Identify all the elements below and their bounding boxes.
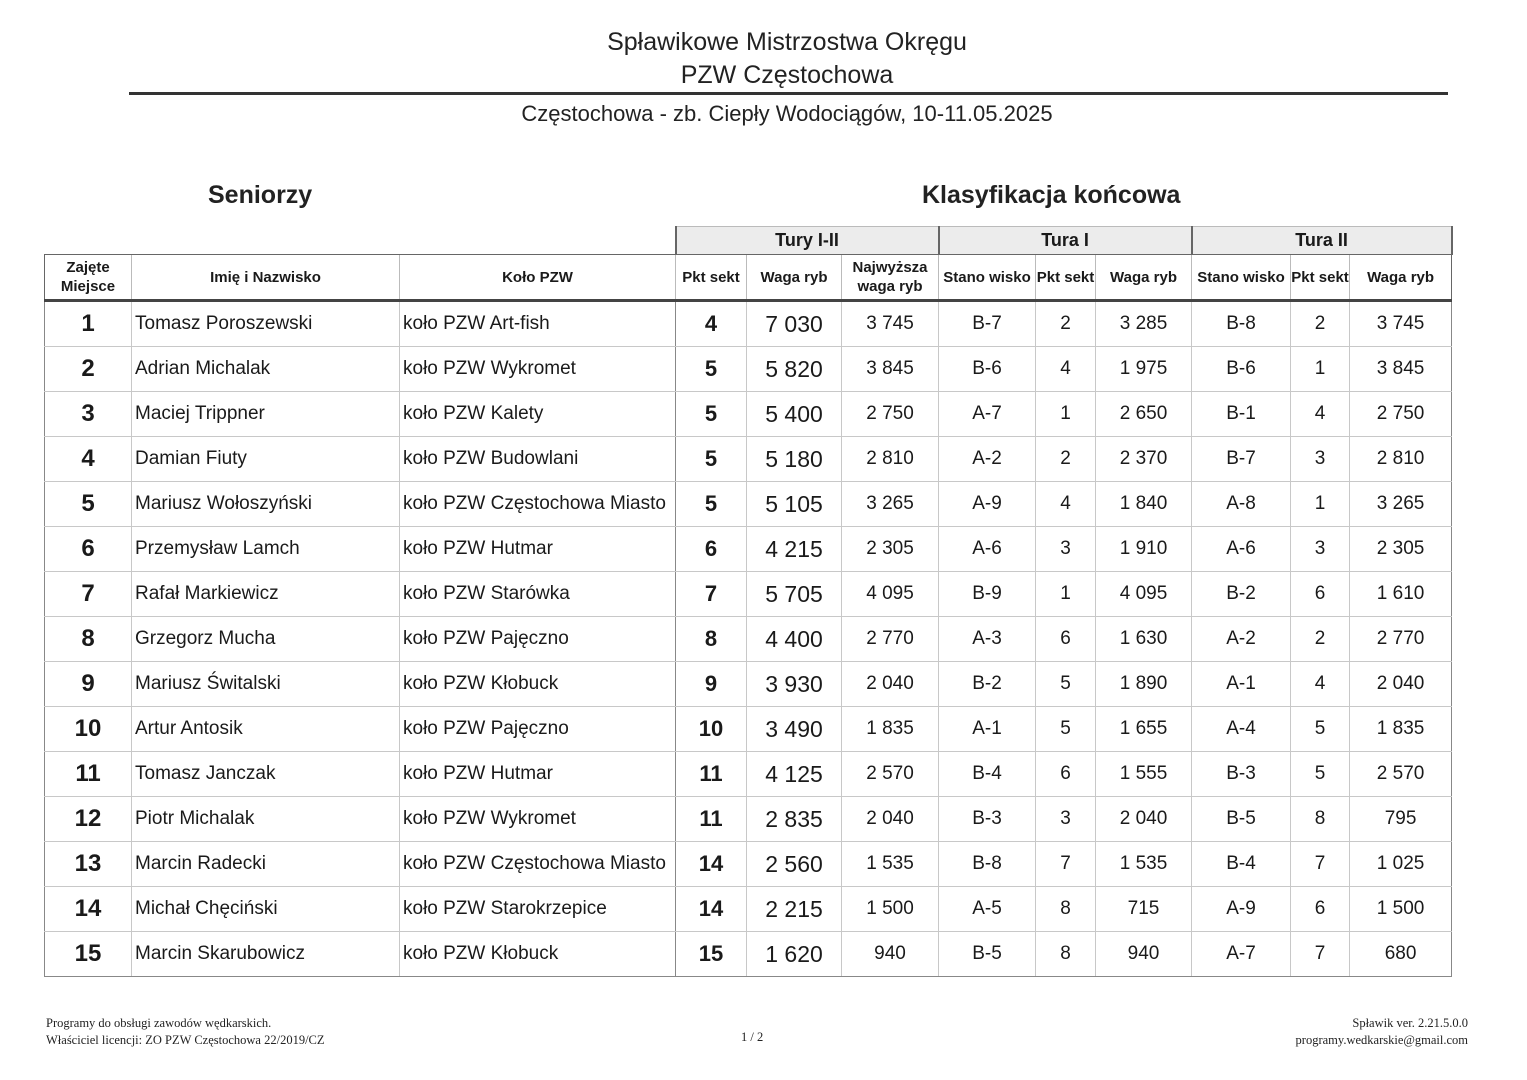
row-points-2: 8 xyxy=(1291,797,1350,842)
row-stand-2: B-5 xyxy=(1192,797,1291,842)
table-row xyxy=(45,301,1452,347)
row-max-weight: 1 835 xyxy=(842,707,939,752)
row-place: 1 xyxy=(45,301,132,347)
row-points-2: 2 xyxy=(1291,617,1350,662)
row-stand-2: A-8 xyxy=(1192,482,1291,527)
row-weight-1: 1 840 xyxy=(1096,482,1192,527)
row-name: Tomasz Poroszewski xyxy=(132,301,400,347)
group-header-row xyxy=(45,227,1452,255)
row-stand-2: A-2 xyxy=(1192,617,1291,662)
row-max-weight: 4 095 xyxy=(842,572,939,617)
row-points-2: 4 xyxy=(1291,662,1350,707)
row-weight-2: 3 745 xyxy=(1350,301,1452,347)
row-points-2: 6 xyxy=(1291,887,1350,932)
row-weight-total: 4 215 xyxy=(747,527,842,572)
row-points-total: 14 xyxy=(676,842,747,887)
row-points-1: 1 xyxy=(1036,572,1096,617)
row-max-weight: 2 040 xyxy=(842,662,939,707)
footer-version: Spławik ver. 2.21.5.0.0 xyxy=(1352,1016,1468,1030)
row-points-1: 3 xyxy=(1036,797,1096,842)
col-weight-2: Waga ryb xyxy=(1350,255,1452,301)
row-points-1: 2 xyxy=(1036,437,1096,482)
row-points-2: 3 xyxy=(1291,437,1350,482)
col-weight-1: Waga ryb xyxy=(1096,255,1192,301)
row-club: koło PZW Pajęczno xyxy=(400,707,676,752)
row-name: Michał Chęciński xyxy=(132,887,400,932)
row-stand-2: A-9 xyxy=(1192,887,1291,932)
row-points-2: 7 xyxy=(1291,842,1350,887)
row-max-weight: 2 570 xyxy=(842,752,939,797)
row-weight-2: 2 810 xyxy=(1350,437,1452,482)
row-points-total: 5 xyxy=(676,347,747,392)
table-row xyxy=(45,437,1452,482)
row-club: koło PZW Częstochowa Miasto xyxy=(400,482,676,527)
row-max-weight: 1 535 xyxy=(842,842,939,887)
row-points-total: 5 xyxy=(676,392,747,437)
category-heading: Seniorzy xyxy=(208,181,313,209)
col-weight-total: Waga ryb xyxy=(747,255,842,301)
col-stand-2: Stano wisko xyxy=(1192,255,1291,301)
row-points-2: 4 xyxy=(1291,392,1350,437)
row-stand-1: A-1 xyxy=(939,707,1036,752)
row-weight-total: 5 705 xyxy=(747,572,842,617)
row-points-2: 7 xyxy=(1291,932,1350,977)
row-weight-total: 5 400 xyxy=(747,392,842,437)
row-name: Mariusz Świtalski xyxy=(132,662,400,707)
row-weight-1: 940 xyxy=(1096,932,1192,977)
row-points-1: 6 xyxy=(1036,617,1096,662)
row-weight-total: 5 105 xyxy=(747,482,842,527)
row-max-weight: 2 305 xyxy=(842,527,939,572)
row-stand-1: A-2 xyxy=(939,437,1036,482)
row-max-weight: 2 040 xyxy=(842,797,939,842)
row-stand-1: A-9 xyxy=(939,482,1036,527)
row-place: 5 xyxy=(45,482,132,527)
row-weight-total: 3 490 xyxy=(747,707,842,752)
row-points-total: 6 xyxy=(676,527,747,572)
page-number: 1 / 2 xyxy=(741,1030,764,1044)
row-weight-1: 3 285 xyxy=(1096,301,1192,347)
row-points-total: 4 xyxy=(676,301,747,347)
row-place: 14 xyxy=(45,887,132,932)
row-stand-2: B-8 xyxy=(1192,301,1291,347)
row-name: Piotr Michalak xyxy=(132,797,400,842)
results-body xyxy=(45,301,1452,977)
row-stand-1: A-7 xyxy=(939,392,1036,437)
col-points-total: Pkt sekt xyxy=(676,255,747,301)
row-points-1: 5 xyxy=(1036,662,1096,707)
row-name: Damian Fiuty xyxy=(132,437,400,482)
row-weight-1: 2 650 xyxy=(1096,392,1192,437)
row-name: Tomasz Janczak xyxy=(132,752,400,797)
row-max-weight: 2 750 xyxy=(842,392,939,437)
title-divider xyxy=(129,92,1448,95)
row-name: Marcin Radecki xyxy=(132,842,400,887)
row-points-2: 5 xyxy=(1291,707,1350,752)
row-place: 13 xyxy=(45,842,132,887)
table-row xyxy=(45,752,1452,797)
row-weight-total: 5 180 xyxy=(747,437,842,482)
row-club: koło PZW Art-fish xyxy=(400,301,676,347)
row-points-total: 10 xyxy=(676,707,747,752)
row-points-total: 14 xyxy=(676,887,747,932)
column-header-row xyxy=(45,255,1452,301)
row-stand-1: B-9 xyxy=(939,572,1036,617)
row-place: 2 xyxy=(45,347,132,392)
row-club: koło PZW Wykromet xyxy=(400,347,676,392)
results-table xyxy=(44,226,1453,977)
row-points-1: 2 xyxy=(1036,301,1096,347)
row-weight-2: 3 265 xyxy=(1350,482,1452,527)
row-stand-1: B-6 xyxy=(939,347,1036,392)
row-points-2: 6 xyxy=(1291,572,1350,617)
row-place: 15 xyxy=(45,932,132,977)
row-name: Marcin Skarubowicz xyxy=(132,932,400,977)
row-points-total: 8 xyxy=(676,617,747,662)
row-stand-1: A-3 xyxy=(939,617,1036,662)
row-place: 8 xyxy=(45,617,132,662)
row-club: koło PZW Hutmar xyxy=(400,752,676,797)
row-max-weight: 2 810 xyxy=(842,437,939,482)
row-stand-1: A-5 xyxy=(939,887,1036,932)
row-stand-2: B-4 xyxy=(1192,842,1291,887)
row-club: koło PZW Starówka xyxy=(400,572,676,617)
row-stand-2: A-7 xyxy=(1192,932,1291,977)
row-points-total: 11 xyxy=(676,797,747,842)
row-club: koło PZW Hutmar xyxy=(400,527,676,572)
row-club: koło PZW Kłobuck xyxy=(400,662,676,707)
row-stand-1: B-4 xyxy=(939,752,1036,797)
row-place: 3 xyxy=(45,392,132,437)
row-stand-2: B-7 xyxy=(1192,437,1291,482)
col-stand-1: Stano wisko xyxy=(939,255,1036,301)
row-weight-1: 2 370 xyxy=(1096,437,1192,482)
table-row xyxy=(45,572,1452,617)
row-place: 11 xyxy=(45,752,132,797)
classification-heading: Klasyfikacja końcowa xyxy=(922,181,1181,209)
row-name: Adrian Michalak xyxy=(132,347,400,392)
row-max-weight: 940 xyxy=(842,932,939,977)
col-points-2: Pkt sekt xyxy=(1291,255,1350,301)
table-row xyxy=(45,662,1452,707)
group-tura-1: Tura I xyxy=(939,227,1192,255)
row-weight-1: 1 910 xyxy=(1096,527,1192,572)
table-row xyxy=(45,887,1452,932)
row-name: Maciej Trippner xyxy=(132,392,400,437)
row-points-1: 4 xyxy=(1036,482,1096,527)
row-weight-2: 680 xyxy=(1350,932,1452,977)
row-max-weight: 3 845 xyxy=(842,347,939,392)
table-row xyxy=(45,527,1452,572)
table-row xyxy=(45,842,1452,887)
row-points-total: 15 xyxy=(676,932,747,977)
row-points-1: 6 xyxy=(1036,752,1096,797)
group-tura-2: Tura II xyxy=(1192,227,1452,255)
row-weight-2: 1 025 xyxy=(1350,842,1452,887)
row-weight-total: 5 820 xyxy=(747,347,842,392)
row-points-1: 5 xyxy=(1036,707,1096,752)
row-points-1: 1 xyxy=(1036,392,1096,437)
row-stand-1: B-7 xyxy=(939,301,1036,347)
row-points-total: 5 xyxy=(676,437,747,482)
col-name: Imię i Nazwisko xyxy=(132,255,400,301)
row-weight-1: 1 630 xyxy=(1096,617,1192,662)
row-name: Mariusz Wołoszyński xyxy=(132,482,400,527)
row-stand-2: A-4 xyxy=(1192,707,1291,752)
row-points-total: 9 xyxy=(676,662,747,707)
row-stand-2: B-6 xyxy=(1192,347,1291,392)
row-points-total: 7 xyxy=(676,572,747,617)
table-row xyxy=(45,482,1452,527)
row-points-2: 5 xyxy=(1291,752,1350,797)
row-stand-2: B-3 xyxy=(1192,752,1291,797)
row-weight-2: 795 xyxy=(1350,797,1452,842)
row-club: koło PZW Starokrzepice xyxy=(400,887,676,932)
table-row xyxy=(45,797,1452,842)
row-points-1: 3 xyxy=(1036,527,1096,572)
row-stand-1: A-6 xyxy=(939,527,1036,572)
row-points-total: 11 xyxy=(676,752,747,797)
row-weight-2: 2 570 xyxy=(1350,752,1452,797)
row-max-weight: 1 500 xyxy=(842,887,939,932)
table-row xyxy=(45,347,1452,392)
row-stand-2: B-1 xyxy=(1192,392,1291,437)
row-club: koło PZW Kłobuck xyxy=(400,932,676,977)
col-club: Koło PZW xyxy=(400,255,676,301)
row-stand-1: B-2 xyxy=(939,662,1036,707)
row-club: koło PZW Kalety xyxy=(400,392,676,437)
row-max-weight: 3 745 xyxy=(842,301,939,347)
document-title: Spławikowe Mistrzostwa Okręgu xyxy=(607,28,967,56)
col-points-1: Pkt sekt xyxy=(1036,255,1096,301)
row-place: 6 xyxy=(45,527,132,572)
row-weight-2: 1 835 xyxy=(1350,707,1452,752)
row-club: koło PZW Częstochowa Miasto xyxy=(400,842,676,887)
footer-email: programy.wedkarskie@gmail.com xyxy=(1295,1033,1468,1047)
row-weight-1: 1 655 xyxy=(1096,707,1192,752)
row-points-2: 3 xyxy=(1291,527,1350,572)
row-max-weight: 2 770 xyxy=(842,617,939,662)
row-weight-2: 2 040 xyxy=(1350,662,1452,707)
row-weight-1: 4 095 xyxy=(1096,572,1192,617)
row-weight-1: 2 040 xyxy=(1096,797,1192,842)
row-stand-2: A-6 xyxy=(1192,527,1291,572)
row-name: Artur Antosik xyxy=(132,707,400,752)
row-stand-2: A-1 xyxy=(1192,662,1291,707)
row-max-weight: 3 265 xyxy=(842,482,939,527)
row-weight-2: 2 750 xyxy=(1350,392,1452,437)
row-weight-1: 1 555 xyxy=(1096,752,1192,797)
row-club: koło PZW Pajęczno xyxy=(400,617,676,662)
footer-license: Właściciel licencji: ZO PZW Częstochowa 22/2019/CZ xyxy=(46,1033,325,1047)
row-weight-2: 3 845 xyxy=(1350,347,1452,392)
row-name: Grzegorz Mucha xyxy=(132,617,400,662)
row-name: Przemysław Lamch xyxy=(132,527,400,572)
row-stand-1: B-3 xyxy=(939,797,1036,842)
row-points-1: 7 xyxy=(1036,842,1096,887)
row-weight-total: 4 400 xyxy=(747,617,842,662)
row-weight-total: 4 125 xyxy=(747,752,842,797)
table-row xyxy=(45,932,1452,977)
group-tury: Tury I-II xyxy=(676,227,939,255)
row-weight-total: 2 835 xyxy=(747,797,842,842)
row-name: Rafał Markiewicz xyxy=(132,572,400,617)
row-weight-1: 1 890 xyxy=(1096,662,1192,707)
row-weight-1: 1 535 xyxy=(1096,842,1192,887)
row-stand-1: B-5 xyxy=(939,932,1036,977)
table-row xyxy=(45,617,1452,662)
row-weight-1: 715 xyxy=(1096,887,1192,932)
row-points-1: 8 xyxy=(1036,887,1096,932)
row-points-2: 2 xyxy=(1291,301,1350,347)
row-points-total: 5 xyxy=(676,482,747,527)
row-place: 12 xyxy=(45,797,132,842)
row-weight-2: 1 610 xyxy=(1350,572,1452,617)
row-stand-1: B-8 xyxy=(939,842,1036,887)
table-row xyxy=(45,707,1452,752)
document-title-organization: PZW Częstochowa xyxy=(680,61,894,89)
row-weight-total: 2 215 xyxy=(747,887,842,932)
row-weight-total: 3 930 xyxy=(747,662,842,707)
row-club: koło PZW Wykromet xyxy=(400,797,676,842)
row-place: 10 xyxy=(45,707,132,752)
row-place: 7 xyxy=(45,572,132,617)
row-weight-total: 1 620 xyxy=(747,932,842,977)
table-row xyxy=(45,392,1452,437)
row-weight-1: 1 975 xyxy=(1096,347,1192,392)
row-points-1: 4 xyxy=(1036,347,1096,392)
col-max-weight: Najwyższa waga ryb xyxy=(842,255,939,301)
row-weight-2: 2 305 xyxy=(1350,527,1452,572)
row-weight-2: 1 500 xyxy=(1350,887,1452,932)
row-place: 9 xyxy=(45,662,132,707)
row-club: koło PZW Budowlani xyxy=(400,437,676,482)
row-points-2: 1 xyxy=(1291,482,1350,527)
row-weight-total: 2 560 xyxy=(747,842,842,887)
footer-software-note: Programy do obsługi zawodów wędkarskich. xyxy=(46,1016,272,1030)
row-points-2: 1 xyxy=(1291,347,1350,392)
row-points-1: 8 xyxy=(1036,932,1096,977)
row-place: 4 xyxy=(45,437,132,482)
row-weight-2: 2 770 xyxy=(1350,617,1452,662)
row-stand-2: B-2 xyxy=(1192,572,1291,617)
event-location-date: Częstochowa - zb. Ciepły Wodociągów, 10-11.05.2025 xyxy=(521,101,1053,126)
col-place: Zajęte Miejsce xyxy=(45,255,132,301)
row-weight-total: 7 030 xyxy=(747,301,842,347)
